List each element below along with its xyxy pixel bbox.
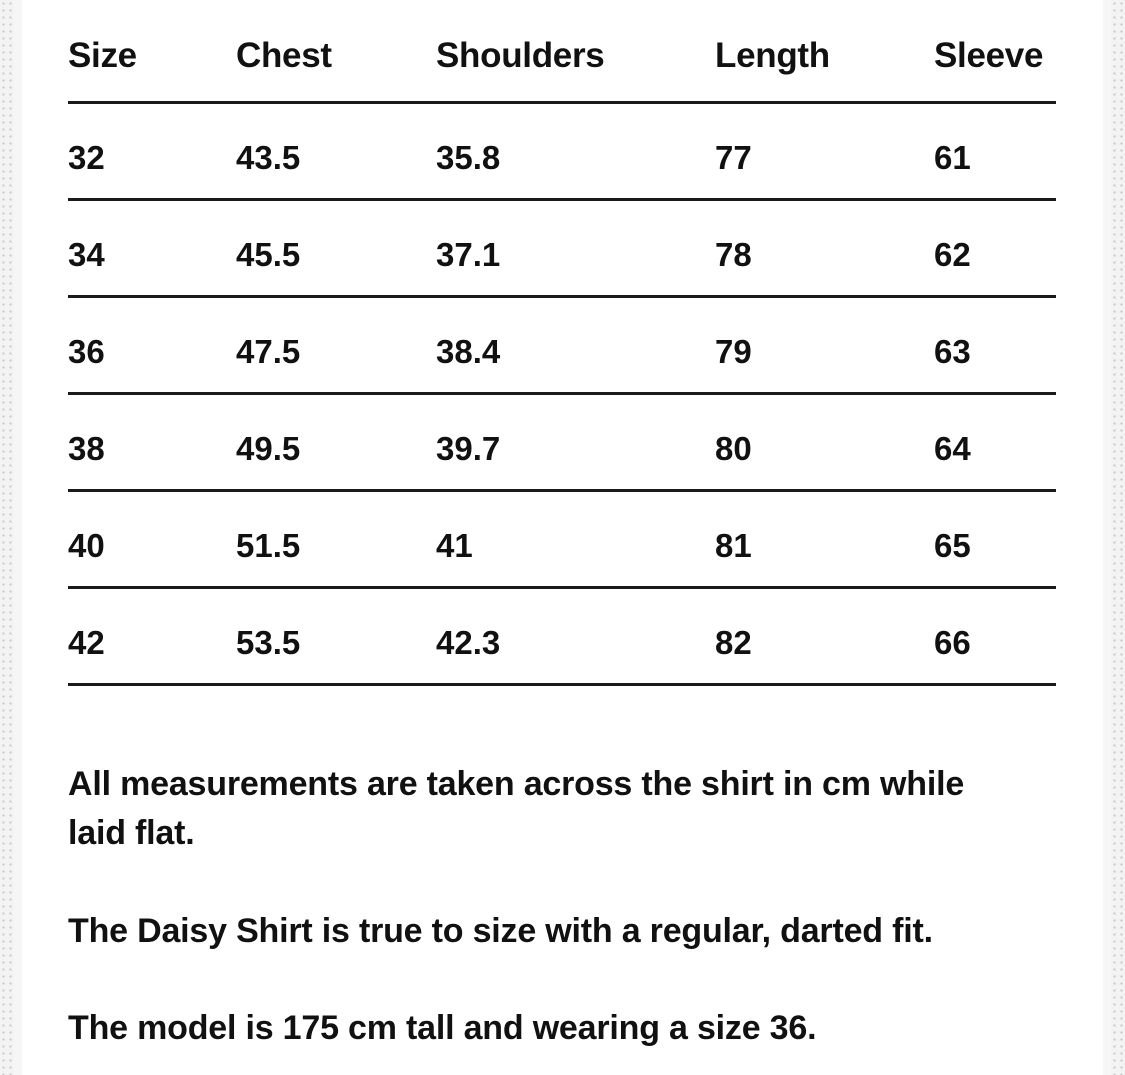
table-row — [68, 298, 1056, 395]
chest-cell: 51.5 — [236, 527, 301, 564]
length-cell: 78 — [715, 236, 752, 273]
right-edge-pattern — [1111, 0, 1125, 1075]
chest-cell: 45.5 — [236, 236, 301, 273]
left-edge-pattern — [0, 0, 14, 1075]
chest-cell: 47.5 — [236, 333, 301, 370]
column-header-shoulders: Shoulders — [436, 36, 605, 75]
table-row — [68, 201, 1056, 298]
table-row — [68, 395, 1056, 492]
column-header-size: Size — [68, 36, 137, 75]
size-cell: 42 — [68, 624, 105, 661]
shoulders-cell: 35.8 — [436, 139, 501, 176]
column-header-chest: Chest — [236, 36, 332, 75]
measurement-note: All measurements are taken across the shirt in cm while laid flat. — [68, 765, 965, 852]
sleeve-cell: 61 — [934, 139, 971, 176]
sleeve-cell: 64 — [934, 430, 971, 467]
shoulders-cell: 41 — [436, 527, 473, 564]
shoulders-cell: 39.7 — [436, 430, 501, 467]
chest-cell: 53.5 — [236, 624, 301, 661]
table-row — [68, 589, 1056, 686]
column-header-length: Length — [715, 36, 830, 75]
length-cell: 77 — [715, 139, 752, 176]
chest-cell: 43.5 — [236, 139, 301, 176]
length-cell: 82 — [715, 624, 752, 661]
fit-note: The Daisy Shirt is true to size with a regular, darted fit. — [68, 912, 933, 950]
sleeve-cell: 66 — [934, 624, 971, 661]
shoulders-cell: 38.4 — [436, 333, 501, 370]
model-note: The model is 175 cm tall and wearing a size 36. — [68, 1009, 817, 1047]
length-cell: 79 — [715, 333, 752, 370]
size-cell: 38 — [68, 430, 105, 467]
table-row — [68, 104, 1056, 201]
sleeve-cell: 63 — [934, 333, 971, 370]
shoulders-cell: 37.1 — [436, 236, 501, 273]
sleeve-cell: 65 — [934, 527, 971, 564]
size-cell: 40 — [68, 527, 105, 564]
length-cell: 81 — [715, 527, 752, 564]
shoulders-cell: 42.3 — [436, 624, 501, 661]
table-header-row — [68, 0, 1056, 104]
table-row — [68, 492, 1056, 589]
length-cell: 80 — [715, 430, 752, 467]
size-chart-table — [68, 0, 1056, 686]
column-header-sleeve: Sleeve — [934, 36, 1044, 75]
chest-cell: 49.5 — [236, 430, 301, 467]
size-cell: 32 — [68, 139, 105, 176]
size-cell: 36 — [68, 333, 105, 370]
sleeve-cell: 62 — [934, 236, 971, 273]
size-cell: 34 — [68, 236, 105, 273]
